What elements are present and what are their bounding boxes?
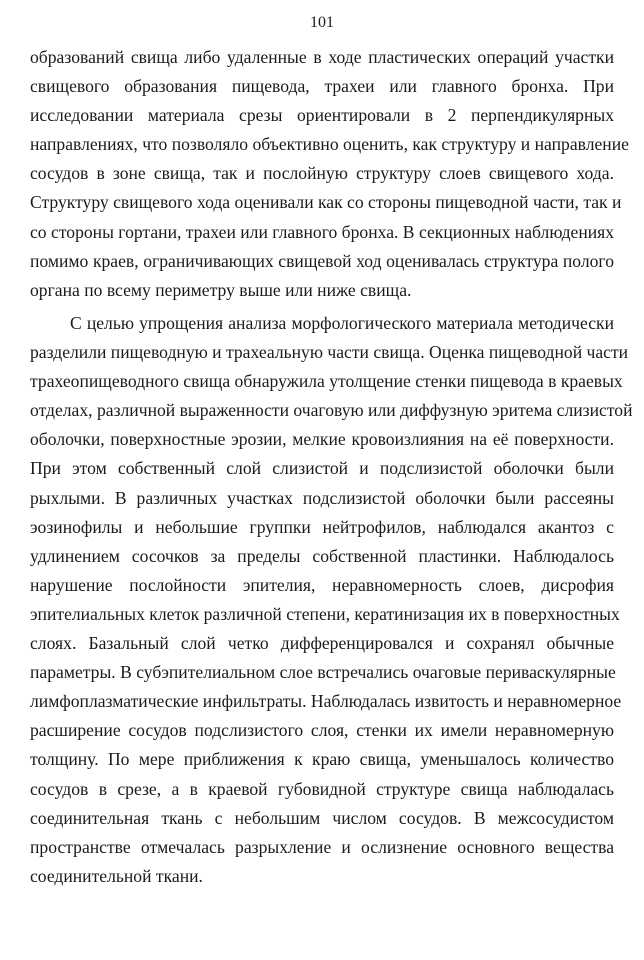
text-line: параметры. В субэпителиальном слое встречались очаговые периваскулярные	[30, 662, 616, 683]
text-line: отделах, различной выраженности очаговую или диффузную эритема слизистой	[30, 400, 633, 421]
text-line: исследовании материала срезы ориентировали в 2 перпендикулярных	[30, 105, 614, 126]
text-line: со стороны гортани, трахеи или главного бронха. В секционных наблюдениях	[30, 221, 615, 242]
text-line: сосудов в зоне свища, так и послойную структуру слоев свищевого хода.	[30, 163, 614, 184]
text-line: При этом собственный слой слизистой и подслизистой оболочки были	[30, 458, 614, 479]
text-line: свищевого образования пищевода, трахеи или главного бронха. При	[30, 76, 614, 97]
text-line: С целью упрощения анализа морфологического материала методически	[70, 313, 614, 333]
text-line: удлинением сосочков за пределы собственной пластинки. Наблюдалось	[30, 545, 614, 566]
text-line: сосудов в срезе, а в краевой губовидной структуре свища наблюдалась	[30, 778, 614, 799]
text-line: лимфоплазматические инфильтраты. Наблюдалась извитость и неравномерное	[30, 691, 622, 712]
text-line: соединительная ткань с небольшим числом сосудов. В межсосудистом	[30, 807, 614, 828]
text-line: оболочки, поверхностные эрозии, мелкие кровоизлияния на её поверхности.	[30, 429, 614, 450]
text-line: помимо краев, ограничивающих свищевой ход оценивалась структура полого	[30, 250, 614, 271]
text-line: органа по всему периметру выше или ниже свища.	[30, 279, 412, 300]
text-line: расширение сосудов подслизистого слоя, стенки их имели неравномерную	[30, 720, 614, 741]
text-line: эозинофилы и небольшие группки нейтрофилов, наблюдался акантоз с	[30, 516, 614, 537]
paragraph-1	[30, 43, 629, 305]
paragraph-2	[30, 309, 633, 891]
text-line: образований свища либо удаленные в ходе пластических операций участки	[30, 47, 614, 67]
text-line: Структуру свищевого хода оценивали как со стороны пищеводной части, так и	[30, 192, 622, 213]
text-line: трахеопищеводного свища обнаружила утолщение стенки пищевода в краевых	[30, 371, 623, 392]
text-line: разделили пищеводную и трахеальную части свища. Оценка пищеводной части	[30, 342, 629, 363]
page-number: 101	[310, 14, 334, 31]
text-line: эпителиальных клеток различной степени, кератинизация их в поверхностных	[30, 603, 620, 624]
text-line: пространстве отмечалась разрыхление и ослизнение основного вещества	[30, 836, 614, 857]
text-line: рыхлыми. В различных участках подслизистой оболочки были рассеяны	[30, 487, 614, 508]
text-line: нарушение послойности эпителия, неравномерность слоев, дисрофия	[30, 574, 614, 595]
text-line: соединительной ткани.	[30, 865, 203, 886]
text-line: толщину. По мере приближения к краю свища, уменьшалось количество	[30, 749, 614, 770]
text-line: слоях. Базальный слой четко дифференцировался и сохранял обычные	[30, 633, 614, 654]
text-line: направлениях, что позволяло объективно оценить, как структуру и направление	[30, 134, 629, 155]
